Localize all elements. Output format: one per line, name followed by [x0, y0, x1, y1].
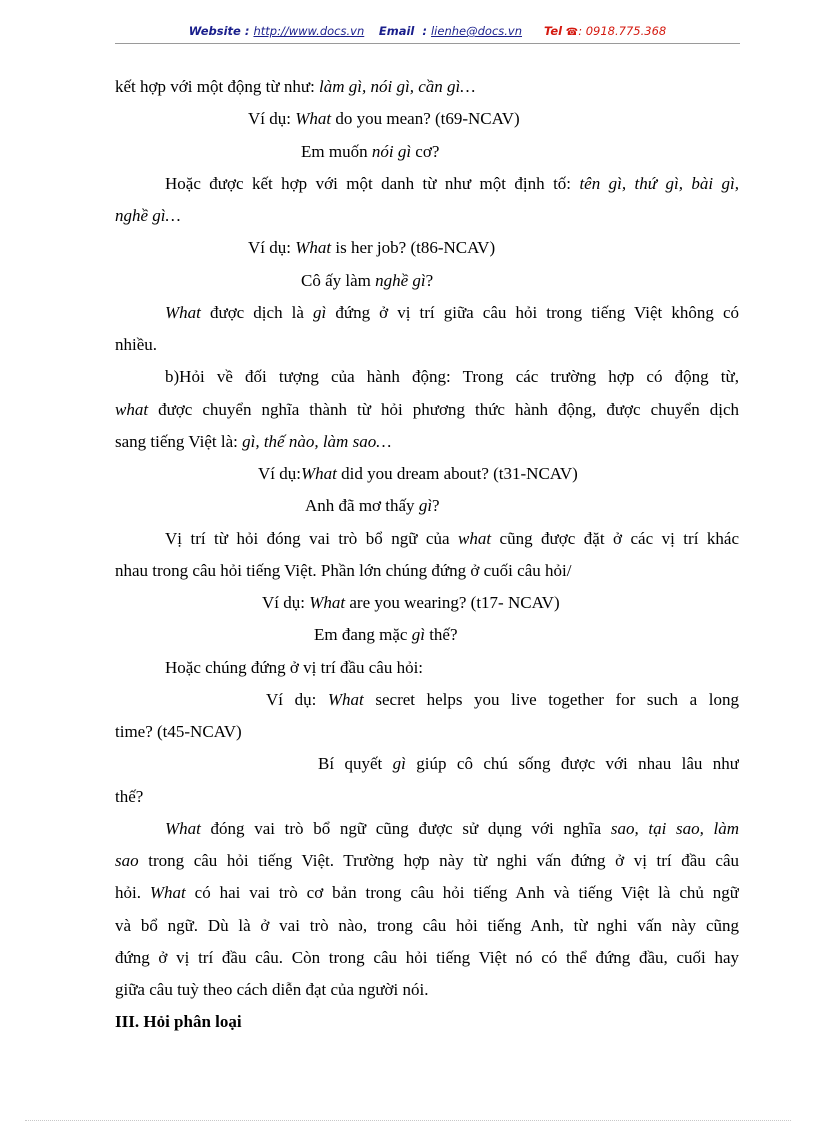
paragraph-line: nghề gì…	[115, 206, 181, 225]
paragraph-line: nhiều.	[115, 335, 158, 354]
website-label: Website	[188, 24, 241, 38]
example-translation-5: Bí quyết gì giúp cô chú sống được với nhau lâu như	[318, 754, 739, 773]
paragraph-line: hỏi. What có hai vai trò cơ bản trong câu hỏi tiếng Anh và tiếng Việt là chủ ngữ	[115, 883, 739, 902]
paragraph-line: Vị trí từ hỏi đóng vai trò bổ ngữ của what cũng được đặt ở các vị trí khác	[165, 529, 739, 548]
footer-rule	[25, 1120, 791, 1121]
email-link[interactable]: lienhe@docs.vn	[430, 24, 523, 38]
body-line-1: kết hợp với một động từ như: làm gì, nói gì, cần gì…	[115, 77, 476, 96]
header-rule	[115, 43, 740, 44]
paragraph-line: what được chuyển nghĩa thành từ hỏi phương thức hành động, được chuyển dịch	[115, 400, 739, 419]
paragraph-line: Hoặc được kết hợp với một danh từ như một định tố: tên gì, thứ gì, bài gì,	[165, 174, 739, 193]
paragraph-line: b)Hỏi về đối tượng của hành động: Trong các trường hợp có động từ,	[165, 367, 739, 386]
example-translation-3: Anh đã mơ thấy gì?	[305, 496, 440, 515]
paragraph-line: What được dịch là gì đứng ở vị trí giữa câu hỏi trong tiếng Việt không có	[165, 303, 739, 322]
tel-label: Tel	[543, 24, 563, 38]
example-translation-4: Em đang mặc gì thế?	[314, 625, 458, 644]
paragraph-line: đứng ở vị trí đầu câu. Còn trong câu hỏi tiếng Việt nó có thể đứng đầu, cuối hay	[115, 948, 739, 967]
example-translation-1: Em muốn nói gì cơ?	[301, 142, 440, 161]
paragraph-line: What đóng vai trò bổ ngữ cũng được sử dụng với nghĩa sao, tại sao, làm	[165, 819, 739, 838]
paragraph-line: sang tiếng Việt là: gì, thế nào, làm sao…	[115, 432, 392, 451]
paragraph-line: nhau trong câu hỏi tiếng Việt. Phần lớn chúng đứng ở cuối câu hỏi/	[115, 561, 572, 580]
example-line-5: Ví dụ: What secret helps you live together for such a long	[266, 690, 739, 709]
section-heading: III. Hỏi phân loại	[115, 1012, 242, 1031]
tel-value: 0918.775.368	[585, 24, 667, 38]
example-line-1: Ví dụ: What do you mean? (t69-NCAV)	[248, 109, 520, 128]
website-link[interactable]: http://www.docs.vn	[253, 24, 365, 38]
paragraph-line: giữa câu tuỳ theo cách diễn đạt của người nói.	[115, 980, 429, 999]
example-translation-2: Cô ấy làm nghề gì?	[301, 271, 434, 290]
paragraph-line: và bổ ngữ. Dù là ở vai trò nào, trong câu hỏi tiếng Anh, từ nghi vấn này cũng	[115, 916, 739, 935]
example-line-3: Ví dụ:What did you dream about? (t31-NCAV)	[258, 464, 578, 483]
paragraph-line: sao trong câu hỏi tiếng Việt. Trường hợp này từ nghi vấn đứng ở vị trí đầu câu	[115, 851, 739, 870]
phone-icon: ☎	[565, 27, 579, 38]
paragraph-line: Hoặc chúng đứng ở vị trí đầu câu hỏi:	[165, 658, 424, 677]
example-line-5-cont: time? (t45-NCAV)	[115, 722, 242, 741]
example-line-2: Ví dụ: What is her job? (t86-NCAV)	[248, 238, 496, 257]
page-header: Website : http://www.docs.vn Email : lienhe@docs.vn Tel ☎: 0918.775.368	[188, 24, 667, 38]
email-label: Email	[378, 24, 415, 38]
example-line-4: Ví dụ: What are you wearing? (t17- NCAV)	[262, 593, 560, 612]
example-translation-5-cont: thế?	[115, 787, 144, 806]
